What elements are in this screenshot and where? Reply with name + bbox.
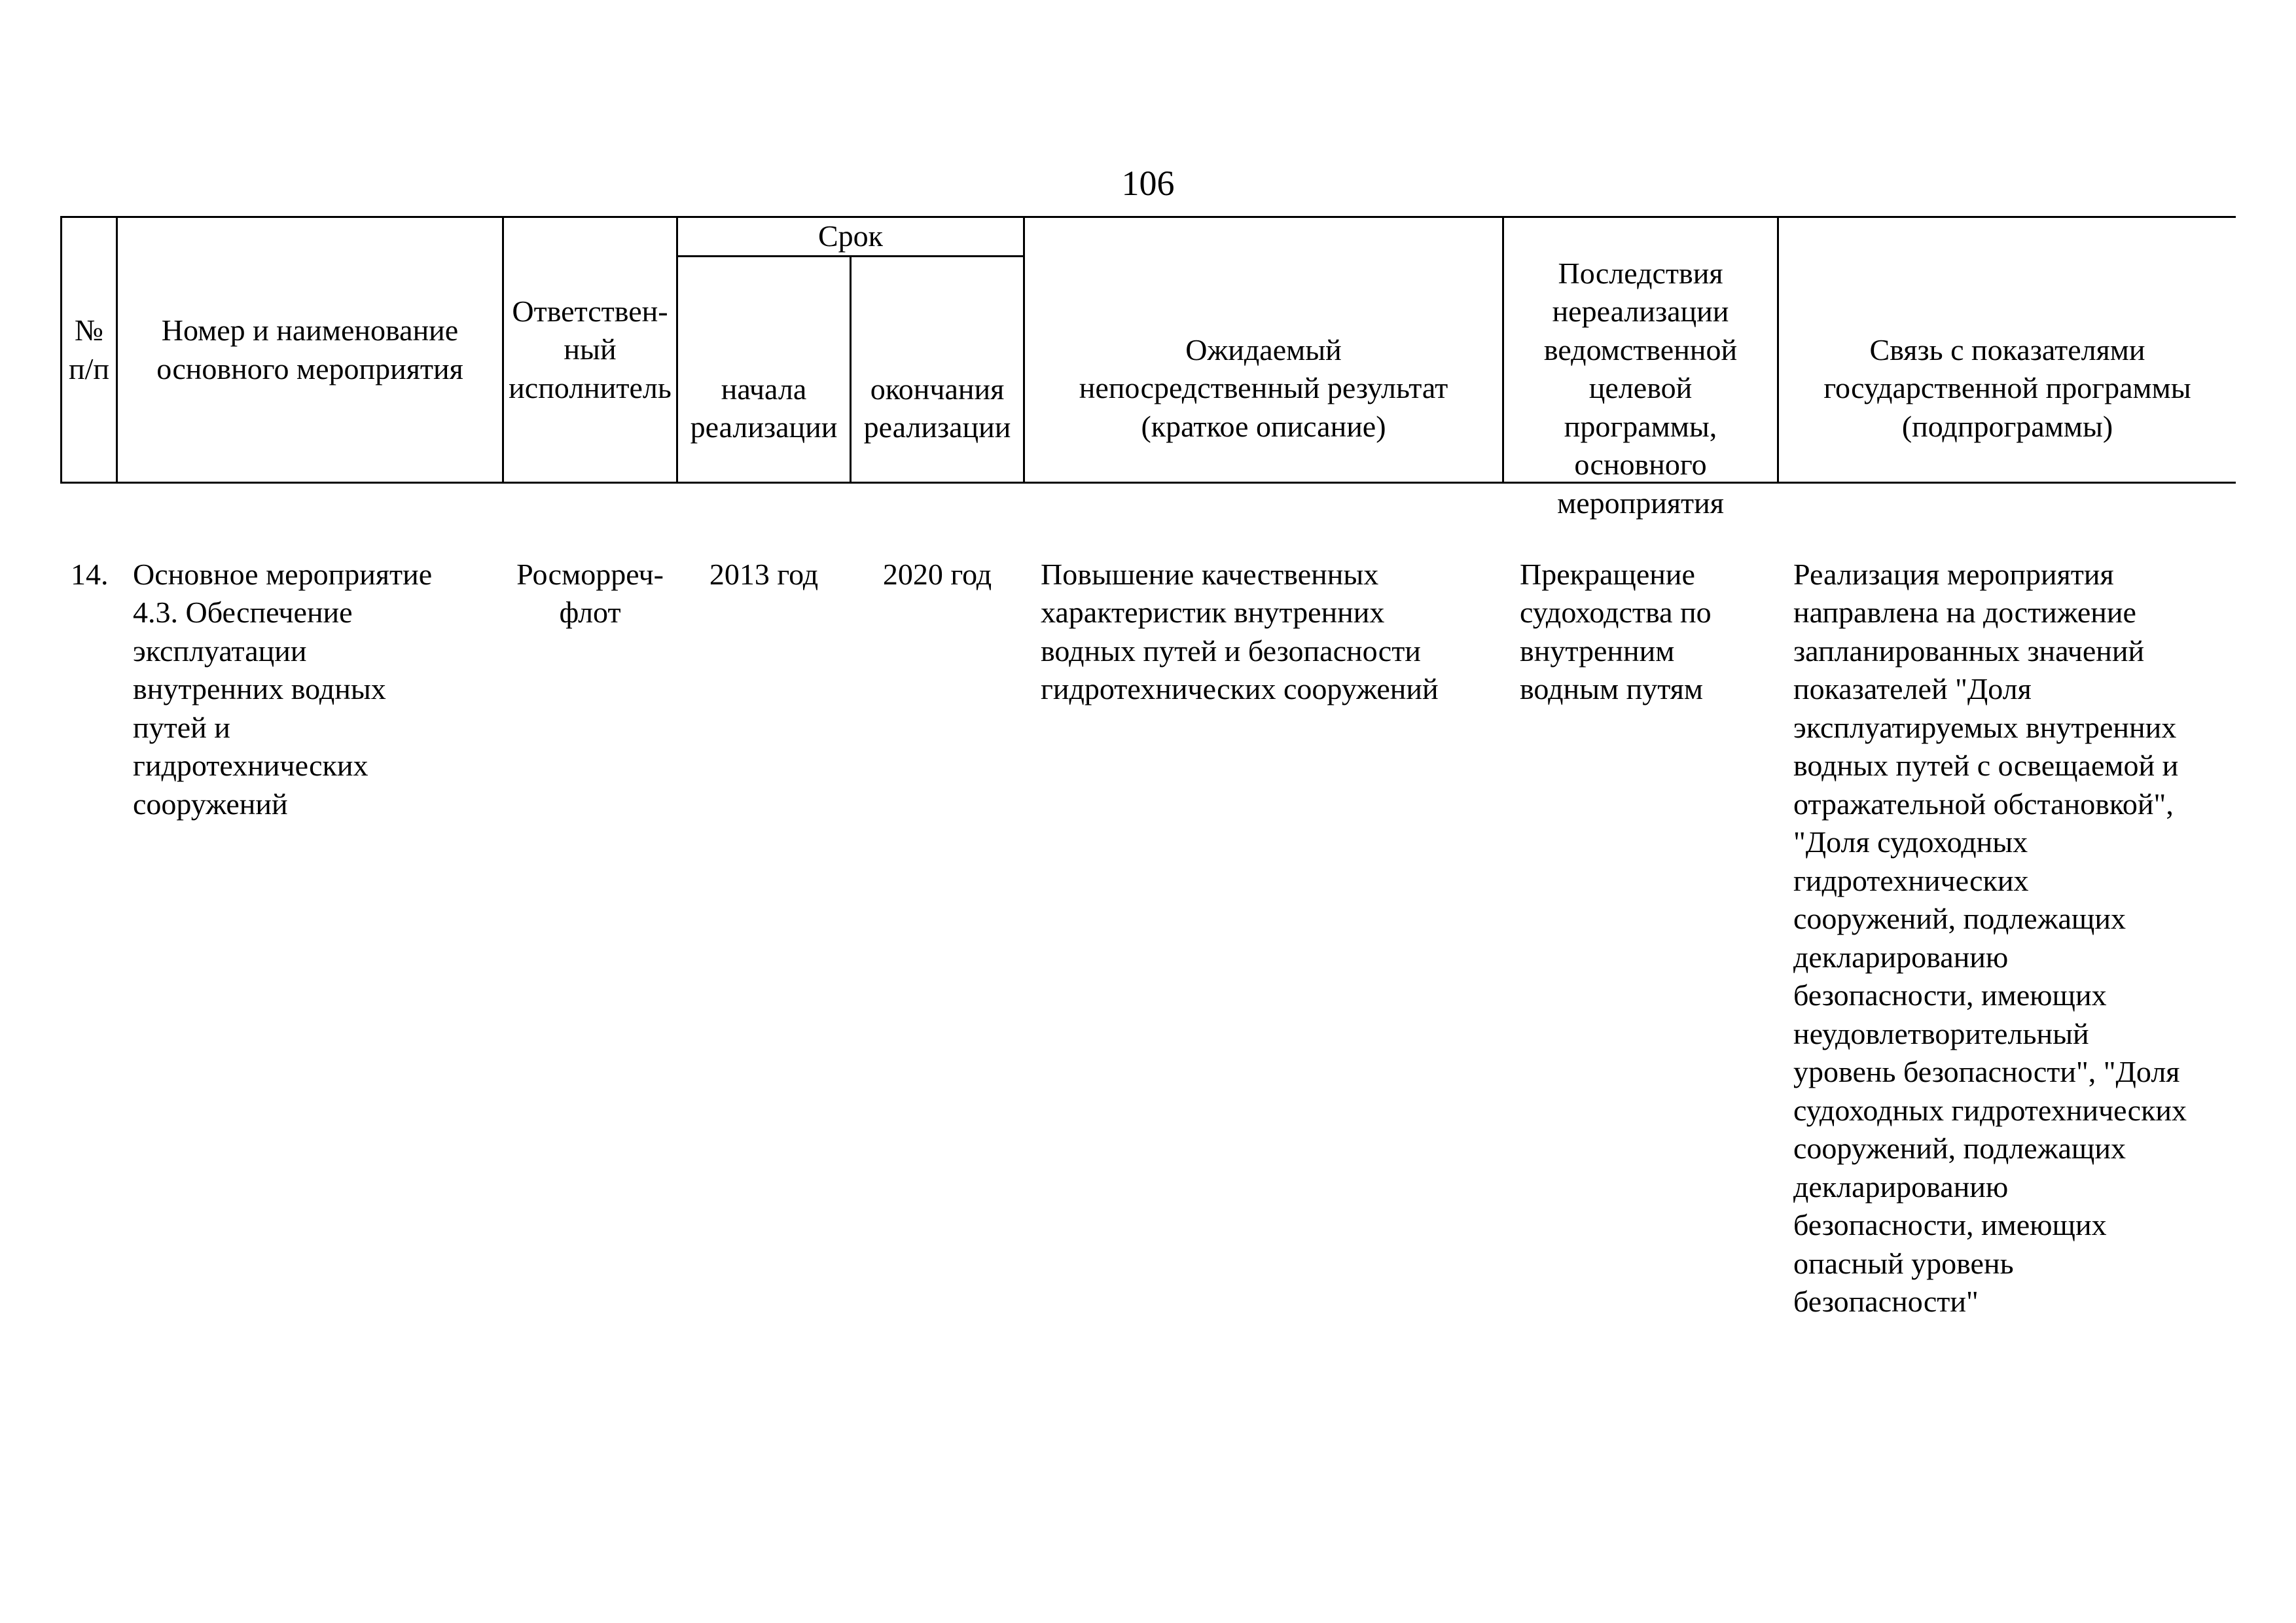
header-activity-name: Номер и наименование основного мероприятия	[156, 313, 463, 385]
row-number: 14.	[71, 557, 109, 591]
page-number: 106	[1121, 164, 1175, 203]
row-executor: Росморреч- флот	[516, 557, 664, 629]
header-executor: Ответствен- ный исполнитель	[509, 294, 672, 404]
header-term-end: окончания реализации	[863, 372, 1011, 444]
header-expected-result: Ожидаемый непосредственный результат (краткое описание)	[1079, 332, 1448, 443]
header-term-start: начала реализации	[690, 372, 838, 444]
header-number: № п/п	[68, 313, 109, 385]
row-term-start: 2013 год	[709, 557, 819, 591]
header-term: Срок	[817, 219, 884, 253]
row-expected-result: Повышение качественных характеристик внутренних водных путей и безопасности гидротехнических сооружений	[1041, 557, 1439, 705]
row-term-end: 2020 год	[882, 557, 992, 591]
table-header-bottom-rule	[60, 482, 2236, 484]
header-indicator-link: Связь с показателями государственной программы (подпрограммы)	[1823, 332, 2191, 443]
row-indicator-link: Реализация мероприятия направлена на достижение запланированных значений показателей "Доля эксплуатируемых внутренних водных путей с освещаемой и отражательной обстановкой", "Доля судоходных гидротехнических сооружений, подлежащих декларированию безопасности, имеющих неудовлетворительный уровень безопасности", "Доля судоходных гидротехнических сооружений, подлежащих декларированию безопасности, имеющих опасный уровень безопасности"	[1793, 557, 2187, 1318]
header-consequences: Последствия нереализации ведомственной целевой программы, основного мероприятия	[1543, 256, 1738, 520]
row-consequences: Прекращение судоходства по внутренним водным путям	[1520, 557, 1712, 705]
row-activity-name: Основное мероприятие 4.3. Обеспечение эксплуатации внутренних водных путей и гидротехнических сооружений	[133, 557, 433, 821]
